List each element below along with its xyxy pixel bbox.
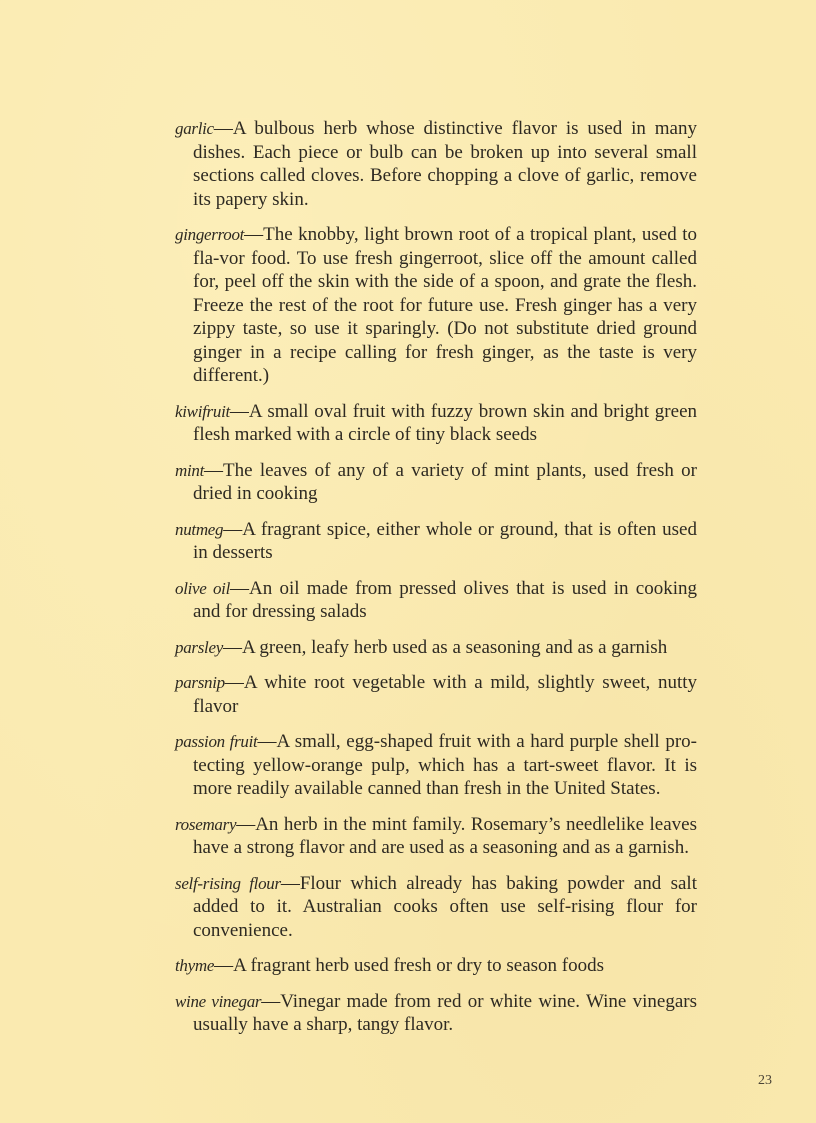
glossary-entry-nutmeg — [175, 518, 697, 565]
entry-definition: The leaves of any of a variety of mint plants, used fresh or dried in cooking — [193, 459, 697, 504]
entry-term: self-rising flour — [175, 873, 281, 893]
entry-dash: — — [223, 518, 243, 540]
entry-term: nutmeg — [175, 519, 224, 539]
entry-definition: The knobby, light brown root of a tropical plant, used to fla-vor food. To use fresh gingerroot, slice off the amount called for, peel off the skin with the side of a spoon, and grate the flesh. Freeze the rest of the root for future use. Fresh ginger has a very zippy taste, so use it sparingly. (Do not substitute dried ground ginger in a recipe calling for fresh ginger, as the taste is very different.) — [193, 224, 697, 386]
entry-definition: A green, leafy herb used as a seasoning and as a garnish — [241, 636, 668, 658]
entry-dash: — — [204, 459, 224, 481]
entry-term: gingerroot — [175, 225, 245, 244]
entry-definition: An oil made from pressed olives that is used in cooking and for dressing salads — [193, 577, 697, 622]
glossary-entry-parsnip — [175, 671, 697, 718]
entry-dash: — — [280, 872, 300, 894]
entry-definition: Vinegar made from red or white wine. Wine vinegars usually have a sharp, tangy flavor. — [193, 990, 697, 1035]
glossary-entry-parsley — [175, 636, 697, 660]
entry-dash: — — [213, 118, 233, 139]
glossary-entry-kiwifruit — [175, 400, 697, 447]
entry-definition: An herb in the mint family. Rosemary’s needlelike leaves have a strong flavor and are used as a seasoning and as a garnish. — [193, 813, 697, 858]
entry-dash: — — [222, 636, 242, 658]
glossary-entry-passion-fruit — [175, 730, 697, 801]
entry-term: wine vinegar — [175, 991, 262, 1011]
entry-definition: A fragrant spice, either whole or ground, that is often used in desserts — [193, 518, 697, 563]
entry-definition: Flour which already has baking powder and salt added to it. Australian cooks often use self-rising flour for convenience. — [193, 872, 697, 941]
entry-dash: — — [230, 577, 250, 599]
entry-term: olive oil — [175, 578, 231, 598]
entry-term: thyme — [175, 956, 215, 975]
glossary-entry-rosemary — [175, 813, 697, 860]
entry-term: garlic — [175, 119, 214, 138]
entry-dash: — — [236, 813, 256, 835]
glossary-entry-self-rising-flour — [175, 872, 697, 943]
glossary-entry-olive-oil — [175, 577, 697, 624]
glossary-entry-garlic — [175, 117, 697, 211]
glossary-list — [175, 117, 697, 1049]
glossary-entry-wine-vinegar — [175, 990, 697, 1037]
entry-definition: A bulbous herb whose distinctive flavor is used in many dishes. Each piece or bulb can be broken up into several small sections called cloves. Before chopping a clove of garlic, remove its papery skin. — [193, 118, 697, 210]
entry-term: parsnip — [175, 673, 225, 692]
entry-dash: — — [214, 955, 234, 976]
entry-term: parsley — [175, 637, 223, 657]
entry-term: passion fruit — [175, 732, 258, 751]
entry-dash: — — [229, 400, 249, 422]
entry-dash: — — [257, 731, 277, 752]
entry-dash: — — [224, 672, 244, 693]
page-number: 23 — [758, 1073, 772, 1088]
entry-definition: A fragrant herb used fresh or dry to season foods — [233, 955, 605, 976]
glossary-entry-thyme — [175, 954, 697, 978]
entry-term: kiwifruit — [175, 401, 230, 421]
entry-term: rosemary — [175, 814, 237, 834]
glossary-entry-gingerroot — [175, 223, 697, 388]
entry-definition: A small, egg-shaped fruit with a hard purple shell pro-tecting yellow-orange pulp, which has a tart-sweet flavor. It is more readily available canned than fresh in the United States. — [193, 731, 697, 799]
glossary-entry-mint — [175, 459, 697, 506]
entry-definition: A white root vegetable with a mild, slightly sweet, nutty flavor — [193, 672, 697, 717]
entry-definition: A small oval fruit with fuzzy brown skin and bright green flesh marked with a circle of tiny black seeds — [193, 400, 697, 445]
entry-dash: — — [261, 990, 281, 1012]
entry-term: mint — [175, 460, 205, 480]
entry-dash: — — [244, 224, 264, 245]
